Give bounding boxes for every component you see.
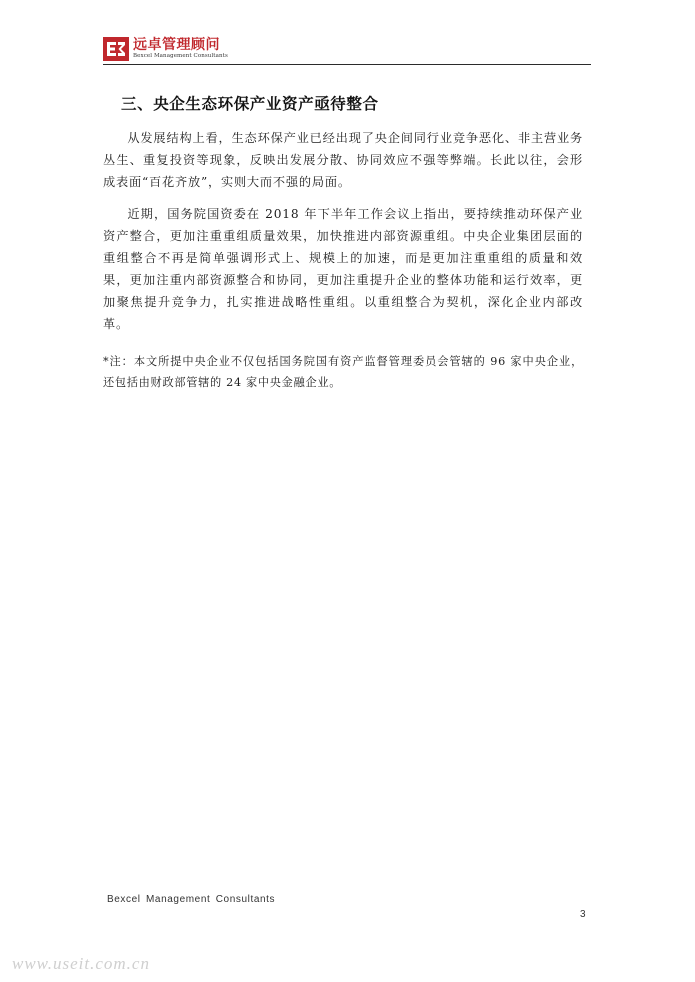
- body-paragraph-2: 近期，国务院国资委在 2018 年下半年工作会议上指出，要持续推动环保产业资产整合，更加注重重组质量效果，加快推进内部资源重组。中央企业集团层面的重组整合不再是简单强调形式上、规模上的加速，而是更加注重重组的质量和效果，更加注重内部资源整合和协同，更加注重提升企业的整体功能和运行效率，更加聚焦提升竞争力，扎实推进战略性重组。以重组整合为契机，深化企业内部改革。: [103, 207, 583, 331]
- page-number: 3: [580, 909, 586, 920]
- bexcel-logo-icon: [103, 37, 129, 61]
- logo-english-name: Bexcel Management Consultants: [133, 53, 228, 60]
- body-paragraph-1: 从发展结构上看，生态环保产业已经出现了央企间同行业竞争恶化、非主营业务丛生、重复投资等现象，反映出发展分散、协同效应不强等弊端。长此以往，会形成表面“百花齐放”，实则大而不强的局面。: [103, 131, 583, 189]
- footnote: *注：本文所提中央企业不仅包括国务院国有资产监督管理委员会管辖的 96 家中央企业，还包括由财政部管辖的 24 家中央金融企业。: [103, 355, 583, 389]
- watermark: www.useit.com.cn: [12, 954, 150, 973]
- page-header: [103, 36, 228, 62]
- logo-chinese-name: 远卓管理顾问: [133, 37, 220, 54]
- header-divider: [103, 64, 591, 65]
- section-heading: 三、央企生态环保产业资产亟待整合: [121, 95, 379, 113]
- footer-company-name: Bexcel Management Consultants: [107, 894, 276, 905]
- logo-text: [133, 38, 228, 60]
